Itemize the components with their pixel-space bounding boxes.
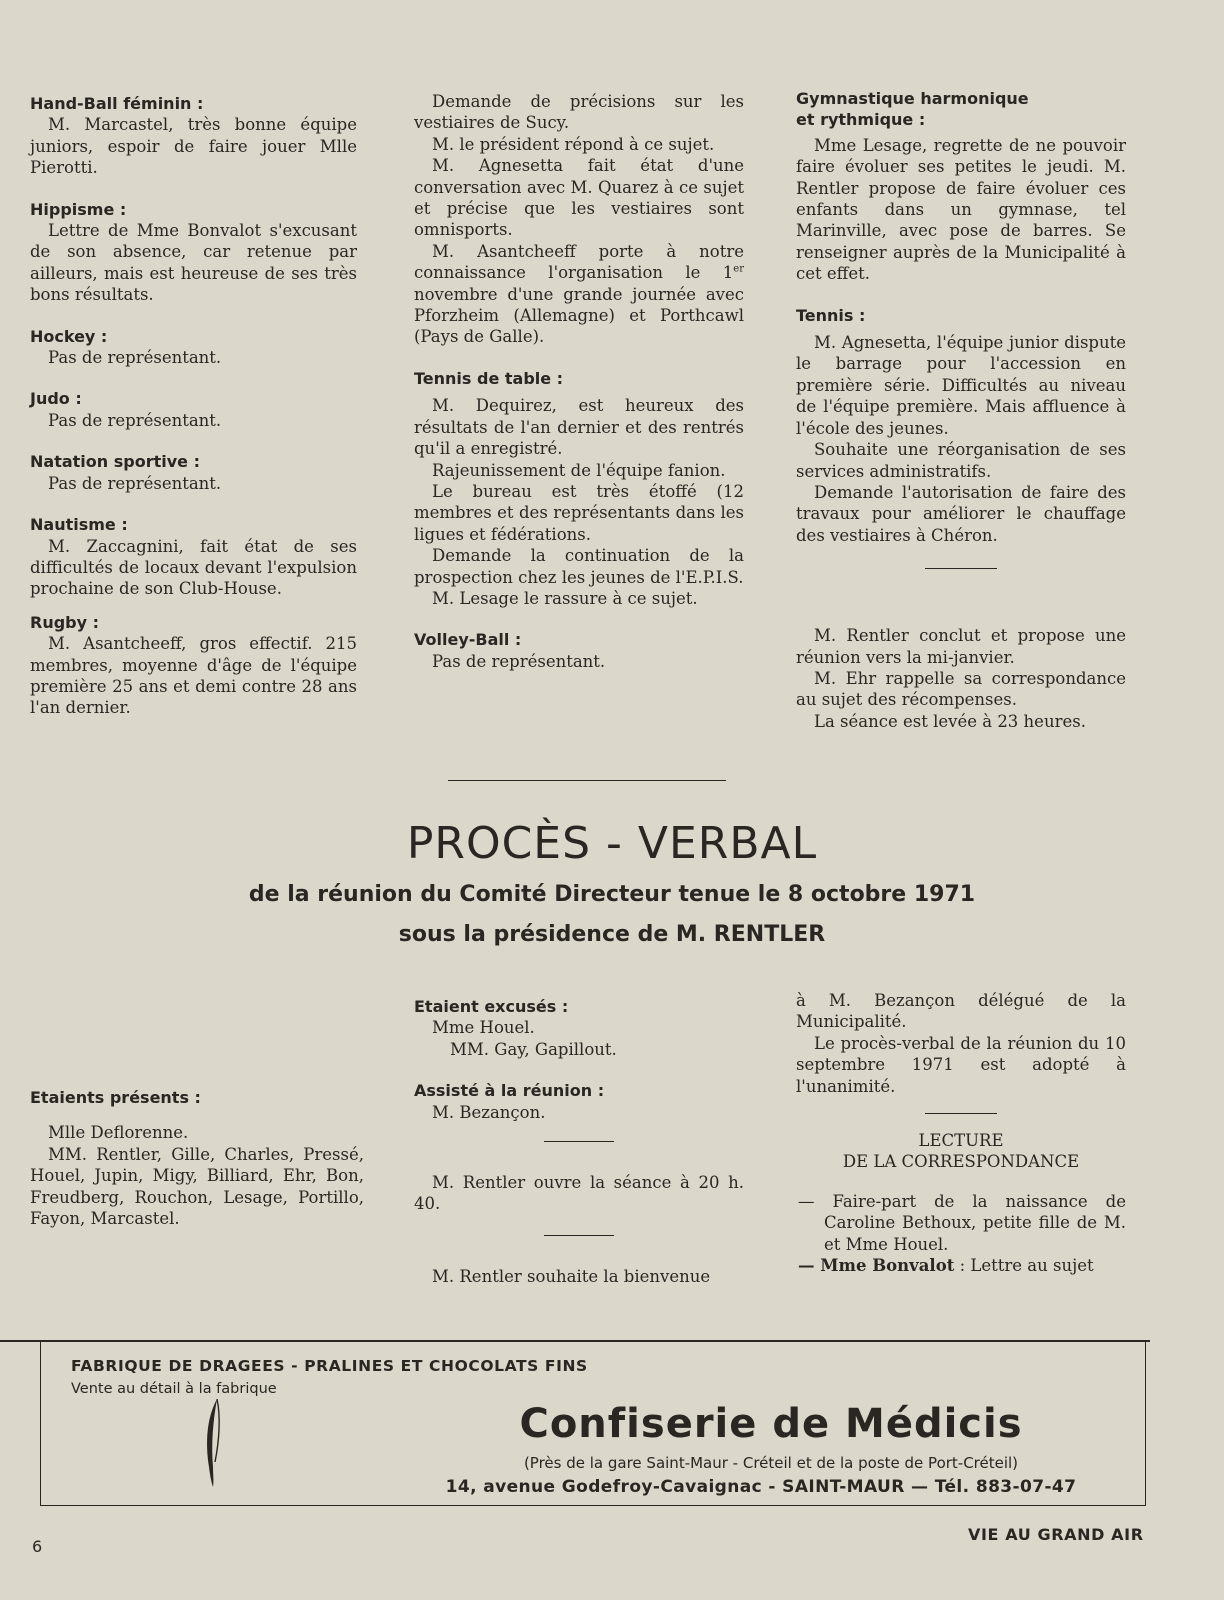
feather-icon — [199, 1397, 225, 1489]
section-heading: Tennis de table : — [414, 368, 564, 388]
paragraph: Mlle Deflorenne. — [48, 1123, 189, 1143]
paragraph: Mme Houel. — [432, 1018, 535, 1038]
paragraph: M. Agnesetta fait état d'une conversation avec M. Quarez à ce sujet et précise que les vestiaires sont omnisports. — [414, 156, 744, 240]
text-run: novembre d'une grande journée avec Pforzheim (Allemagne) et Porthcawl (Pays de Galle). — [414, 284, 744, 347]
section-heading: Hand-Ball féminin : — [30, 94, 204, 113]
paragraph: Le bureau est très étoffé (12 membres et des représentants dans les ligues et fédérations. — [414, 481, 744, 544]
section-heading: DE LA CORRESPONDANCE — [842, 1152, 1080, 1172]
advertisement — [40, 1340, 1146, 1506]
paragraph: M. Rentler ouvre la séance à 20 h. 40. — [414, 1173, 744, 1214]
divider — [544, 1141, 614, 1142]
section-heading: Hippisme : — [30, 199, 127, 219]
paragraph: Rajeunissement de l'équipe fanion. — [432, 460, 726, 480]
publication-name: VIE AU GRAND AIR — [968, 1525, 1144, 1544]
section-heading: Judo : — [30, 389, 82, 409]
paragraph: Pas de représentant. — [432, 651, 606, 671]
top-column-1 — [30, 93, 357, 719]
bottom-column-3 — [796, 990, 1126, 1276]
section-heading: Assisté à la réunion : — [414, 1081, 605, 1101]
page-subtitle-2: sous la présidence de M. RENTLER — [398, 922, 826, 947]
paragraph: M. Marcastel, très bonne équipe juniors, espoir de faire jouer Mlle Pierotti. — [30, 115, 357, 178]
paragraph: M. Bezançon. — [432, 1102, 546, 1122]
paragraph: M. Ehr rappelle sa correspondance au sujet des récompenses. — [796, 668, 1126, 710]
section-heading: Tennis : — [796, 305, 866, 325]
bottom-column-1 — [30, 1087, 364, 1229]
section-heading: LECTURE — [918, 1131, 1004, 1151]
section-heading: Etaients présents : — [30, 1088, 201, 1107]
ad-brand-name: Confiserie de Médicis — [519, 1401, 1023, 1447]
top-column-3 — [796, 88, 1126, 732]
paragraph: Pas de représentant. — [48, 410, 222, 430]
paragraph: Lettre de Mme Bonvalot s'excusant de son absence, car retenue par ailleurs, mais est heureuse de ses très bons résultats. — [30, 221, 357, 305]
paragraph: Pas de représentant. — [48, 348, 222, 368]
list-item: — Faire-part de la naissance de Caroline Bethoux, petite fille de M. et Mme Houel. — [798, 1191, 1126, 1254]
text-run: — Mme Bonvalot — [798, 1256, 955, 1276]
paragraph: Le procès-verbal de la réunion du 10 septembre 1971 est adopté à l'unanimité. — [796, 1033, 1126, 1096]
ad-address-2: 14, avenue Godefroy-Cavaignac - SAINT-MAUR — Tél. 883-07-47 — [445, 1477, 1077, 1497]
paragraph: La séance est levée à 23 heures. — [814, 711, 1086, 731]
ad-subline: Vente au détail à la fabrique — [71, 1381, 277, 1397]
paragraph: M. le président répond à ce sujet. — [432, 134, 715, 154]
page-subtitle-1: de la réunion du Comité Directeur tenue le 8 octobre 1971 — [248, 882, 976, 907]
paragraph: M. Zaccagnini, fait état de ses difficultés de locaux devant l'expulsion prochaine de son Club-House. — [30, 536, 357, 599]
paragraph: Mme Lesage, regrette de ne pouvoir faire évoluer ses petites le jeudi. M. Rentler propose de faire évoluer ces enfants dans un gymnase, tel Marinville, avec pose de barres. Se renseigner auprès de la Municipalité à cet effet. — [796, 135, 1126, 284]
divider — [925, 1113, 997, 1114]
ad-address-1: (Près de la gare Saint-Maur - Créteil et de la poste de Port-Créteil) — [523, 1454, 1019, 1472]
ad-tagline: FABRIQUE DE DRAGEES - PRALINES ET CHOCOLATS FINS — [71, 1357, 588, 1375]
paragraph: MM. Gay, Gapillout. — [450, 1039, 617, 1059]
paragraph: M. Lesage le rassure à ce sujet. — [432, 588, 698, 608]
paragraph: Demande l'autorisation de faire des travaux pour améliorer le chauffage des vestiaires à Chéron. — [796, 482, 1126, 545]
paragraph: M. Rentler conclut et propose une réunion vers la mi-janvier. — [796, 626, 1126, 667]
section-heading: Natation sportive : — [30, 452, 200, 472]
paragraph: Pas de représentant. — [48, 473, 222, 493]
paragraph: M. Agnesetta, l'équipe junior dispute le barrage pour l'accession en première série. Difficultés au niveau de l'équipe première. Mais affluence à l'école des jeunes. — [796, 333, 1126, 438]
paragraph: MM. Rentler, Gille, Charles, Pressé, Houel, Jupin, Migy, Billiard, Ehr, Bon, Freudberg, Rouchon, Lesage, Portillo, Fayon, Marcastel. — [30, 1144, 364, 1229]
top-column-2 — [414, 91, 744, 672]
section-heading: Gymnastique harmonique et rythmique : — [796, 89, 1029, 130]
divider — [925, 568, 997, 569]
page-number: 6 — [32, 1537, 43, 1556]
superscript: er — [733, 263, 744, 275]
section-heading: Hockey : — [30, 326, 108, 346]
paragraph: Demande de précisions sur les vestiaires de Sucy. — [414, 92, 744, 133]
paragraph: Demande la continuation de la prospection chez les jeunes de l'E.P.I.S. — [414, 546, 744, 587]
section-heading: Rugby : — [30, 612, 100, 632]
list-item — [796, 1255, 1126, 1276]
paragraph: à M. Bezançon délégué de la Municipalité. — [796, 991, 1126, 1032]
bottom-column-2 — [414, 996, 744, 1287]
paragraph: M. Rentler souhaite la bienvenue — [432, 1266, 711, 1286]
section-divider — [448, 780, 726, 781]
paragraph — [414, 241, 744, 348]
section-heading: Etaient excusés : — [414, 997, 569, 1016]
text-run: : Lettre au sujet — [954, 1256, 1094, 1276]
text-run: M. Asantcheeff porte à notre connaissance l'organisation le 1 — [414, 241, 744, 283]
page-title: PROCÈS - VERBAL — [406, 818, 818, 869]
paragraph: M. Dequirez, est heureux des résultats de l'an dernier et des rentrés qu'il a enregistré. — [414, 396, 744, 459]
paragraph: Souhaite une réorganisation de ses services administratifs. — [796, 440, 1126, 481]
section-heading: Volley-Ball : — [414, 630, 522, 650]
section-heading: Nautisme : — [30, 515, 128, 535]
divider — [544, 1235, 614, 1236]
paragraph: M. Asantcheeff, gros effectif. 215 membres, moyenne d'âge de l'équipe première 25 ans et demi contre 28 ans l'an dernier. — [30, 634, 357, 718]
